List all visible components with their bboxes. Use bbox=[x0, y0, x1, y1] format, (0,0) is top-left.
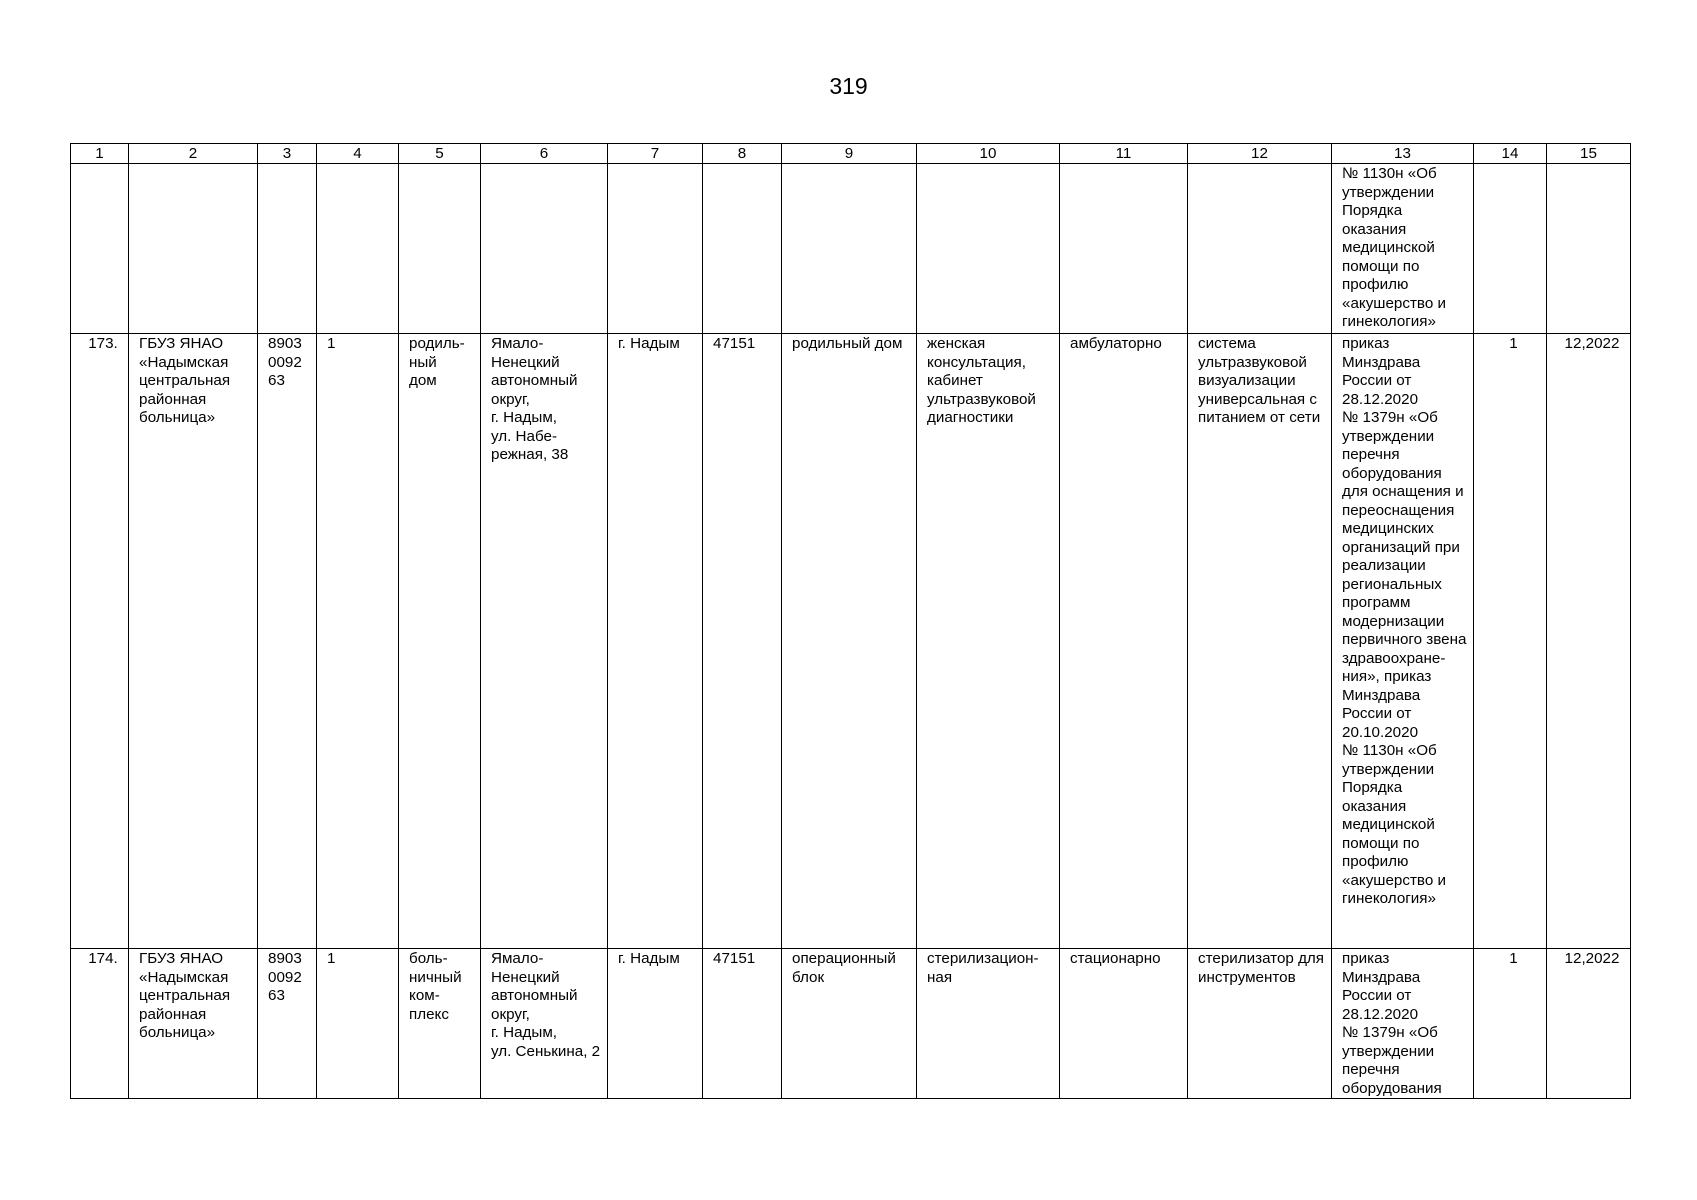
table-cell bbox=[703, 164, 782, 334]
legal-basis-cell: № 1130н «Об утверждении Порядка оказания медицинской помощи по профилю «акушерство и гинекология» bbox=[1332, 164, 1474, 334]
code-cell: 47151 bbox=[703, 949, 782, 1099]
column-header: 12 bbox=[1188, 144, 1332, 164]
city-cell: г. Надым bbox=[608, 949, 703, 1099]
column-header: 9 bbox=[782, 144, 917, 164]
table-cell bbox=[608, 164, 703, 334]
table-cell bbox=[1188, 164, 1332, 334]
legal-basis-cell: приказ Минздрава России от 28.12.2020 № 1379н «Об утверждении перечня оборудования для оснащения и переоснащения медицинских организаций при реализации региональных программ модернизации первичного звена здравоохране-ния», приказ Минздрава России от 20.10.2020 № 1130н «Об утверждении Порядка оказания медицинской помощи по профилю «акушерство и гинекология» bbox=[1332, 334, 1474, 949]
column-header: 2 bbox=[129, 144, 258, 164]
equipment-cell: стерилизатор для инструментов bbox=[1188, 949, 1332, 1099]
unit-cell: операционный блок bbox=[782, 949, 917, 1099]
facility-type-cell: боль- ничный ком- плекс bbox=[399, 949, 481, 1099]
table-cell bbox=[399, 164, 481, 334]
table-cell bbox=[481, 164, 608, 334]
quantity-cell: 1 bbox=[1474, 949, 1547, 1099]
column-header: 6 bbox=[481, 144, 608, 164]
care-mode-cell: стационарно bbox=[1060, 949, 1188, 1099]
column-header: 3 bbox=[258, 144, 317, 164]
column-header: 1 bbox=[71, 144, 129, 164]
table-cell bbox=[71, 164, 129, 334]
inn-cell: 8903 0092 63 bbox=[258, 334, 317, 949]
column-header: 7 bbox=[608, 144, 703, 164]
column-header: 4 bbox=[317, 144, 399, 164]
organization-cell: ГБУЗ ЯНАО «Надымская центральная районная больница» bbox=[129, 949, 258, 1099]
table-cell bbox=[1474, 164, 1547, 334]
table-cell bbox=[782, 164, 917, 334]
equipment-cell: система ультразвуковой визуализации универсальная с питанием от сети bbox=[1188, 334, 1332, 949]
table-cell bbox=[917, 164, 1060, 334]
date-cell: 12,2022 bbox=[1547, 949, 1631, 1099]
column-header: 11 bbox=[1060, 144, 1188, 164]
address-cell: Ямало- Ненецкий автономный округ, г. Надым, ул. Сенькина, 2 bbox=[481, 949, 608, 1099]
legal-basis-cell: приказ Минздрава России от 28.12.2020 № 1379н «Об утверждении перечня оборудования bbox=[1332, 949, 1474, 1099]
column-number-row bbox=[71, 144, 1631, 164]
department-cell: женская консультация, кабинет ультразвуковой диагностики bbox=[917, 334, 1060, 949]
row-number-cell: 173. bbox=[71, 334, 129, 949]
row-number-cell: 174. bbox=[71, 949, 129, 1099]
column-header: 10 bbox=[917, 144, 1060, 164]
column-header: 8 bbox=[703, 144, 782, 164]
department-cell: стерилизацион- ная bbox=[917, 949, 1060, 1099]
table-cell bbox=[1060, 164, 1188, 334]
inn-cell: 8903 0092 63 bbox=[258, 949, 317, 1099]
equipment-table bbox=[70, 143, 1631, 1099]
unit-cell: родильный дом bbox=[782, 334, 917, 949]
date-cell: 12,2022 bbox=[1547, 334, 1631, 949]
table-cell bbox=[317, 164, 399, 334]
table-cell: 1 bbox=[317, 949, 399, 1099]
table-row bbox=[71, 334, 1631, 949]
table-cell bbox=[1547, 164, 1631, 334]
care-mode-cell: амбулаторно bbox=[1060, 334, 1188, 949]
table-cell: 1 bbox=[317, 334, 399, 949]
continuation-row bbox=[71, 164, 1631, 334]
organization-cell: ГБУЗ ЯНАО «Надымская центральная районная больница» bbox=[129, 334, 258, 949]
city-cell: г. Надым bbox=[608, 334, 703, 949]
code-cell: 47151 bbox=[703, 334, 782, 949]
quantity-cell: 1 bbox=[1474, 334, 1547, 949]
column-header: 14 bbox=[1474, 144, 1547, 164]
address-cell: Ямало- Ненецкий автономный округ, г. Надым, ул. Набе- режная, 38 bbox=[481, 334, 608, 949]
column-header: 5 bbox=[399, 144, 481, 164]
table-cell bbox=[258, 164, 317, 334]
facility-type-cell: родиль- ный дом bbox=[399, 334, 481, 949]
page-number: 319 bbox=[829, 73, 868, 99]
table-row bbox=[71, 949, 1631, 1099]
column-header: 13 bbox=[1332, 144, 1474, 164]
table-cell bbox=[129, 164, 258, 334]
column-header: 15 bbox=[1547, 144, 1631, 164]
